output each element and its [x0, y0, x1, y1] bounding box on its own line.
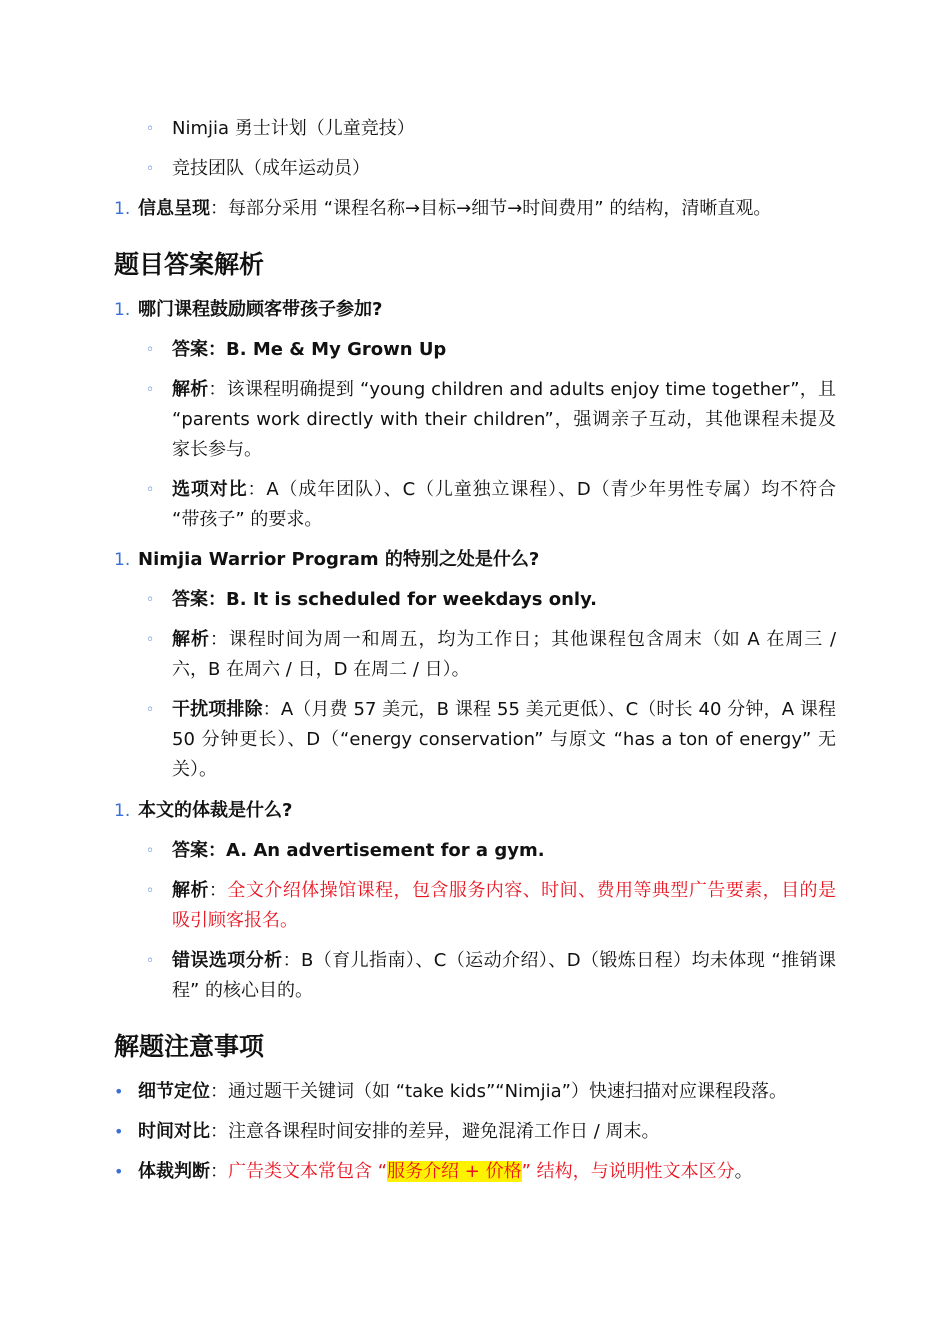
- circle-bullet-icon: ◦: [146, 382, 155, 398]
- list-number: 1.: [114, 199, 131, 219]
- answer-value: A. An advertisement for a gym.: [226, 840, 545, 861]
- label-separator: ：: [262, 699, 281, 720]
- item-text: 课程时间为周一和周五，均为工作日；其他课程包含周末（如 A 在周三 / 六，B 在周六 / 日，D 在周二 / 日）。: [172, 629, 837, 680]
- list-item-text: 竞技团队（成年运动员）: [172, 158, 370, 179]
- dot-bullet-icon: •: [114, 1162, 124, 1181]
- answer-text: [172, 836, 836, 866]
- item-text: 该课程明确提到 “young children and adults enjoy time together”，且 “parents work directly with their children”，强调亲子互动，其他课程未提及家长参与。: [172, 379, 837, 460]
- tip-text: [138, 1077, 838, 1107]
- label-separator: ：: [282, 950, 301, 971]
- circle-bullet-icon: ◦: [146, 702, 155, 718]
- list-number: 1.: [114, 801, 131, 821]
- tip-text: [138, 1157, 838, 1187]
- item-text: 通过题干关键词（如 “take kids”“Nimjia”）快速扫描对应课程段落。: [228, 1081, 787, 1102]
- red-text: ” 结构，与说明性文本区分: [521, 1161, 735, 1182]
- dot-bullet-icon: •: [114, 1082, 124, 1101]
- item-label: 错误选项分析: [172, 950, 283, 971]
- item-text: A（月费 57 美元，B 课程 55 美元更低）、C（时长 40 分钟，A 课程 50 分钟更长）、D（“energy conservation” 与原文 “has a ton of energy” 无关）。: [172, 699, 837, 780]
- list-item-text: Nimjia 勇士计划（儿童竞技）: [172, 118, 415, 139]
- item-text: 注意各课程时间安排的差异，避免混淆工作日 / 周末。: [228, 1121, 660, 1142]
- label-separator: ：: [208, 379, 227, 400]
- list-item-text: [138, 194, 838, 224]
- answer-label: 答案：: [172, 840, 226, 861]
- circle-bullet-icon: ◦: [146, 883, 155, 899]
- highlighted-text: 服务介绍 + 价格: [387, 1161, 522, 1182]
- label-separator: ：: [210, 198, 228, 219]
- label-separator: ：: [210, 1161, 228, 1182]
- analysis-text: [172, 375, 836, 465]
- item-label: 解析: [172, 379, 209, 400]
- analysis-text: [172, 625, 836, 685]
- circle-bullet-icon: ◦: [146, 121, 155, 137]
- label-separator: ：: [210, 1121, 228, 1142]
- question-text: Nimjia Warrior Program 的特别之处是什么?: [138, 549, 540, 570]
- circle-bullet-icon: ◦: [146, 592, 155, 608]
- circle-bullet-icon: ◦: [146, 843, 155, 859]
- answer-value: B. Me & My Grown Up: [226, 339, 447, 360]
- red-text: 广告类文本常包含 “: [228, 1161, 388, 1182]
- question-text: 本文的体裁是什么?: [138, 800, 293, 821]
- analysis-text: [172, 876, 836, 936]
- compare-text: [172, 475, 836, 535]
- item-label: 细节定位: [138, 1081, 210, 1102]
- dot-bullet-icon: •: [114, 1122, 124, 1141]
- item-label: 信息呈现: [138, 198, 210, 219]
- item-label: 干扰项排除: [172, 699, 263, 720]
- section-heading: 题目答案解析: [114, 250, 265, 279]
- item-label: 解析: [172, 880, 209, 901]
- label-separator: ：: [209, 629, 229, 650]
- circle-bullet-icon: ◦: [146, 161, 155, 177]
- item-text: B（育儿指南）、C（运动介绍）、D（锻炼日程）均未体现 “推销课程” 的核心目的。: [172, 950, 837, 1001]
- tip-text: [138, 1117, 838, 1147]
- circle-bullet-icon: ◦: [146, 482, 155, 498]
- answer-value: B. It is scheduled for weekdays only.: [226, 589, 597, 610]
- item-text: 全文介绍体操馆课程，包含服务内容、时间、费用等典型广告要素，目的是吸引顾客报名。: [172, 880, 837, 931]
- item-text: A（成年团队）、C（儿童独立课程）、D（青少年男性专属）均不符合 “带孩子” 的要求。: [172, 479, 837, 530]
- answer-text: [172, 335, 836, 365]
- question-text: 哪门课程鼓励顾客带孩子参加?: [138, 299, 383, 320]
- end-punctuation: 。: [734, 1161, 753, 1182]
- circle-bullet-icon: ◦: [146, 632, 155, 648]
- answer-text: [172, 585, 836, 615]
- circle-bullet-icon: ◦: [146, 342, 155, 358]
- list-number: 1.: [114, 550, 131, 570]
- item-label: 选项对比: [172, 479, 248, 500]
- item-text: 每部分采用 “课程名称→目标→细节→时间费用” 的结构，清晰直观。: [228, 198, 772, 219]
- answer-label: 答案：: [172, 589, 226, 610]
- wrong-option-text: [172, 946, 836, 1006]
- list-number: 1.: [114, 300, 131, 320]
- item-label: 解析: [172, 629, 210, 650]
- answer-label: 答案：: [172, 339, 226, 360]
- label-separator: ：: [247, 479, 267, 500]
- section-heading: 解题注意事项: [114, 1032, 265, 1061]
- item-label: 体裁判断: [138, 1161, 210, 1182]
- exclude-text: [172, 695, 836, 785]
- item-label: 时间对比: [138, 1121, 210, 1142]
- label-separator: ：: [210, 1081, 228, 1102]
- label-separator: ：: [208, 880, 228, 901]
- circle-bullet-icon: ◦: [146, 953, 155, 969]
